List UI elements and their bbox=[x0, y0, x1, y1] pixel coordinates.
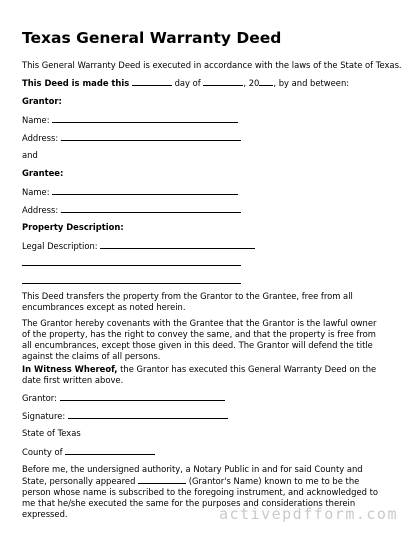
grantor-address-field[interactable] bbox=[61, 132, 241, 141]
county-label: County of bbox=[22, 447, 63, 457]
transfer-text: This Deed transfers the property from the Grantor to the Grantee, free from all encumbrances except as noted herein. bbox=[22, 291, 353, 312]
notary-grantor-name-field[interactable] bbox=[138, 475, 186, 484]
grantor-name-row bbox=[22, 114, 238, 126]
legal-description-label: Legal Description: bbox=[22, 241, 98, 251]
deed-year-blank[interactable] bbox=[259, 77, 273, 86]
grantee-address-row bbox=[22, 204, 241, 216]
intro-text: This General Warranty Deed is executed in accordance with the laws of the State of Texas. bbox=[22, 60, 402, 70]
grantee-address-label: Address: bbox=[22, 205, 59, 215]
deed-made-label: This Deed is made this bbox=[22, 78, 130, 88]
grantee-name-row bbox=[22, 186, 238, 198]
grantor-name-label: Name: bbox=[22, 115, 50, 125]
legal-description-line-3[interactable] bbox=[22, 283, 241, 284]
notary-text-start: Before me, the undersigned authority, a Notary Public in and for said County and State, personally appeared bbox=[22, 464, 363, 486]
grantor-address-row bbox=[22, 132, 241, 144]
legal-description-line-2[interactable] bbox=[22, 265, 241, 266]
grantor-heading: Grantor: bbox=[22, 96, 62, 106]
grantee-heading: Grantee: bbox=[22, 168, 64, 178]
grantee-address-field[interactable] bbox=[61, 204, 241, 213]
property-heading: Property Description: bbox=[22, 222, 124, 232]
state-text: State of Texas bbox=[22, 428, 81, 438]
legal-description-row bbox=[22, 240, 255, 252]
watermark: activepdfform.com bbox=[218, 505, 398, 523]
grantor-address-label: Address: bbox=[22, 133, 59, 143]
deed-day-label: day of bbox=[174, 78, 201, 88]
deed-made-end: , by and between: bbox=[273, 78, 350, 88]
grantor-sign-label: Grantor: bbox=[22, 393, 57, 403]
notary-text-end: (Grantor's Name) known to me to be the person whose name is subscribed to the foregoing instrument, and acknowledged to me that he/she executed the same for the purposes and considerations therein expressed. bbox=[22, 476, 378, 519]
document-title: Texas General Warranty Deed bbox=[22, 29, 282, 47]
grantor-sign-row bbox=[22, 392, 225, 404]
county-row bbox=[22, 446, 155, 458]
grantee-name-label: Name: bbox=[22, 187, 50, 197]
witness-text bbox=[22, 364, 382, 386]
signature-label: Signature: bbox=[22, 411, 66, 421]
deed-day-blank[interactable] bbox=[132, 77, 172, 86]
deed-month-blank[interactable] bbox=[203, 77, 243, 86]
signature-row bbox=[22, 410, 228, 422]
and-text: and bbox=[22, 150, 38, 160]
witness-heading: In Witness Whereof, bbox=[22, 364, 118, 374]
deed-year-label: , 20 bbox=[243, 78, 260, 88]
legal-description-field[interactable] bbox=[100, 240, 255, 249]
grantor-name-field[interactable] bbox=[52, 114, 238, 123]
grantee-name-field[interactable] bbox=[52, 186, 238, 195]
deed-made-line bbox=[22, 77, 349, 89]
signature-field[interactable] bbox=[68, 410, 228, 419]
county-field[interactable] bbox=[65, 446, 155, 455]
grantor-sign-field[interactable] bbox=[60, 392, 225, 401]
covenant-text: The Grantor hereby covenants with the Grantee that the Grantor is the lawful owner of the property, has the right to convey the same, and that the property is free from all encumbrances, except those given in this deed. The Grantor will defend the title against the claims of all persons. bbox=[22, 318, 377, 361]
witness-body: the Grantor has executed this General Warranty Deed on the date first written above. bbox=[22, 364, 377, 385]
